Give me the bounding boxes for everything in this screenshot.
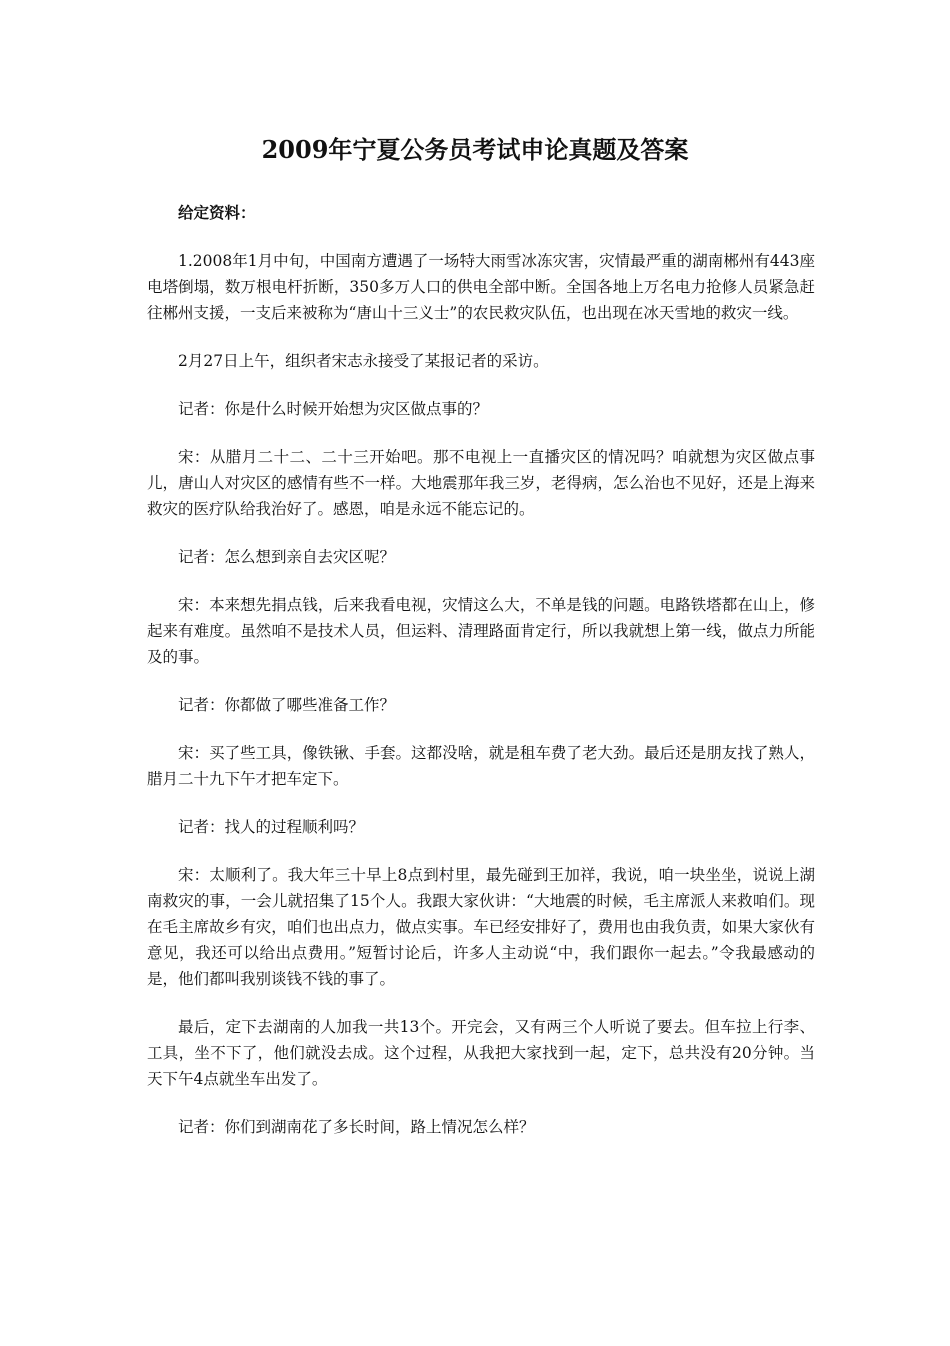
paragraph: 1.2008年1月中旬，中国南方遭遇了一场特大雨雪冰冻灾害，灾情最严重的湖南郴州有443座电塔倒塌，数万根电杆折断，350多万人口的供电全部中断。全国各地上万名电力抢修人员紧急赶往郴州支援，一支后来被称为“唐山十三义士”的农民救灾队伍，也出现在冰天雪地的救灾一线。	[147, 252, 815, 322]
paragraph: 2月27日上午，组织者宋志永接受了某报记者的采访。	[178, 352, 549, 370]
paragraph: 宋：买了些工具，像铁锹、手套。这都没啥，就是租车费了老大劲。最后还是朋友找了熟人，腊月二十九下午才把车定下。	[147, 744, 815, 788]
document-body	[147, 200, 815, 1162]
paragraph: 记者：你们到湖南花了多长时间，路上情况怎么样？	[178, 1118, 535, 1136]
paragraph: 记者：你都做了哪些准备工作？	[178, 696, 396, 714]
paragraph: 宋：本来想先捐点钱，后来我看电视，灾情这么大，不单是钱的问题。电路铁塔都在山上，修起来有难度。虽然咱不是技术人员，但运料、清理路面肯定行，所以我就想上第一线，做点力所能及的事。	[147, 596, 815, 666]
paragraph: 记者：怎么想到亲自去灾区呢？	[178, 548, 396, 566]
paragraph: 记者：找人的过程顺利吗？	[178, 818, 365, 836]
paragraph: 宋：从腊月二十二、二十三开始吧。那不电视上一直播灾区的情况吗？咱就想为灾区做点事儿，唐山人对灾区的感情有些不一样。大地震那年我三岁，老得病，怎么治也不见好，还是上海来救灾的医疗队给我治好了。感恩，咱是永远不能忘记的。	[147, 448, 815, 518]
section-heading: 给定资料：	[178, 203, 256, 222]
document-title: 2009年宁夏公务员考试申论真题及答案	[261, 135, 689, 164]
paragraph: 最后，定下去湖南的人加我一共13个。开完会，又有两三个人听说了要去。但车拉上行李、工具，坐不下了，他们就没去成。这个过程，从我把大家找到一起，定下，总共没有20分钟。当天下午4点就坐车出发了。	[147, 1018, 815, 1088]
paragraph: 宋：太顺利了。我大年三十早上8点到村里，最先碰到王加祥，我说，咱一块坐坐，说说上湖南救灾的事，一会儿就招集了15个人。我跟大家伙讲：“大地震的时候，毛主席派人来救咱们。现在毛主席故乡有灾，咱们也出点力，做点实事。车已经安排好了，费用也由我负责，如果大家伙有意见，我还可以给出点费用。”短暂讨论后，许多人主动说“中，我们跟你一起去。”令我最感动的是，他们都叫我别谈钱不钱的事了。	[147, 866, 815, 988]
paragraph: 记者：你是什么时候开始想为灾区做点事的？	[178, 400, 489, 418]
